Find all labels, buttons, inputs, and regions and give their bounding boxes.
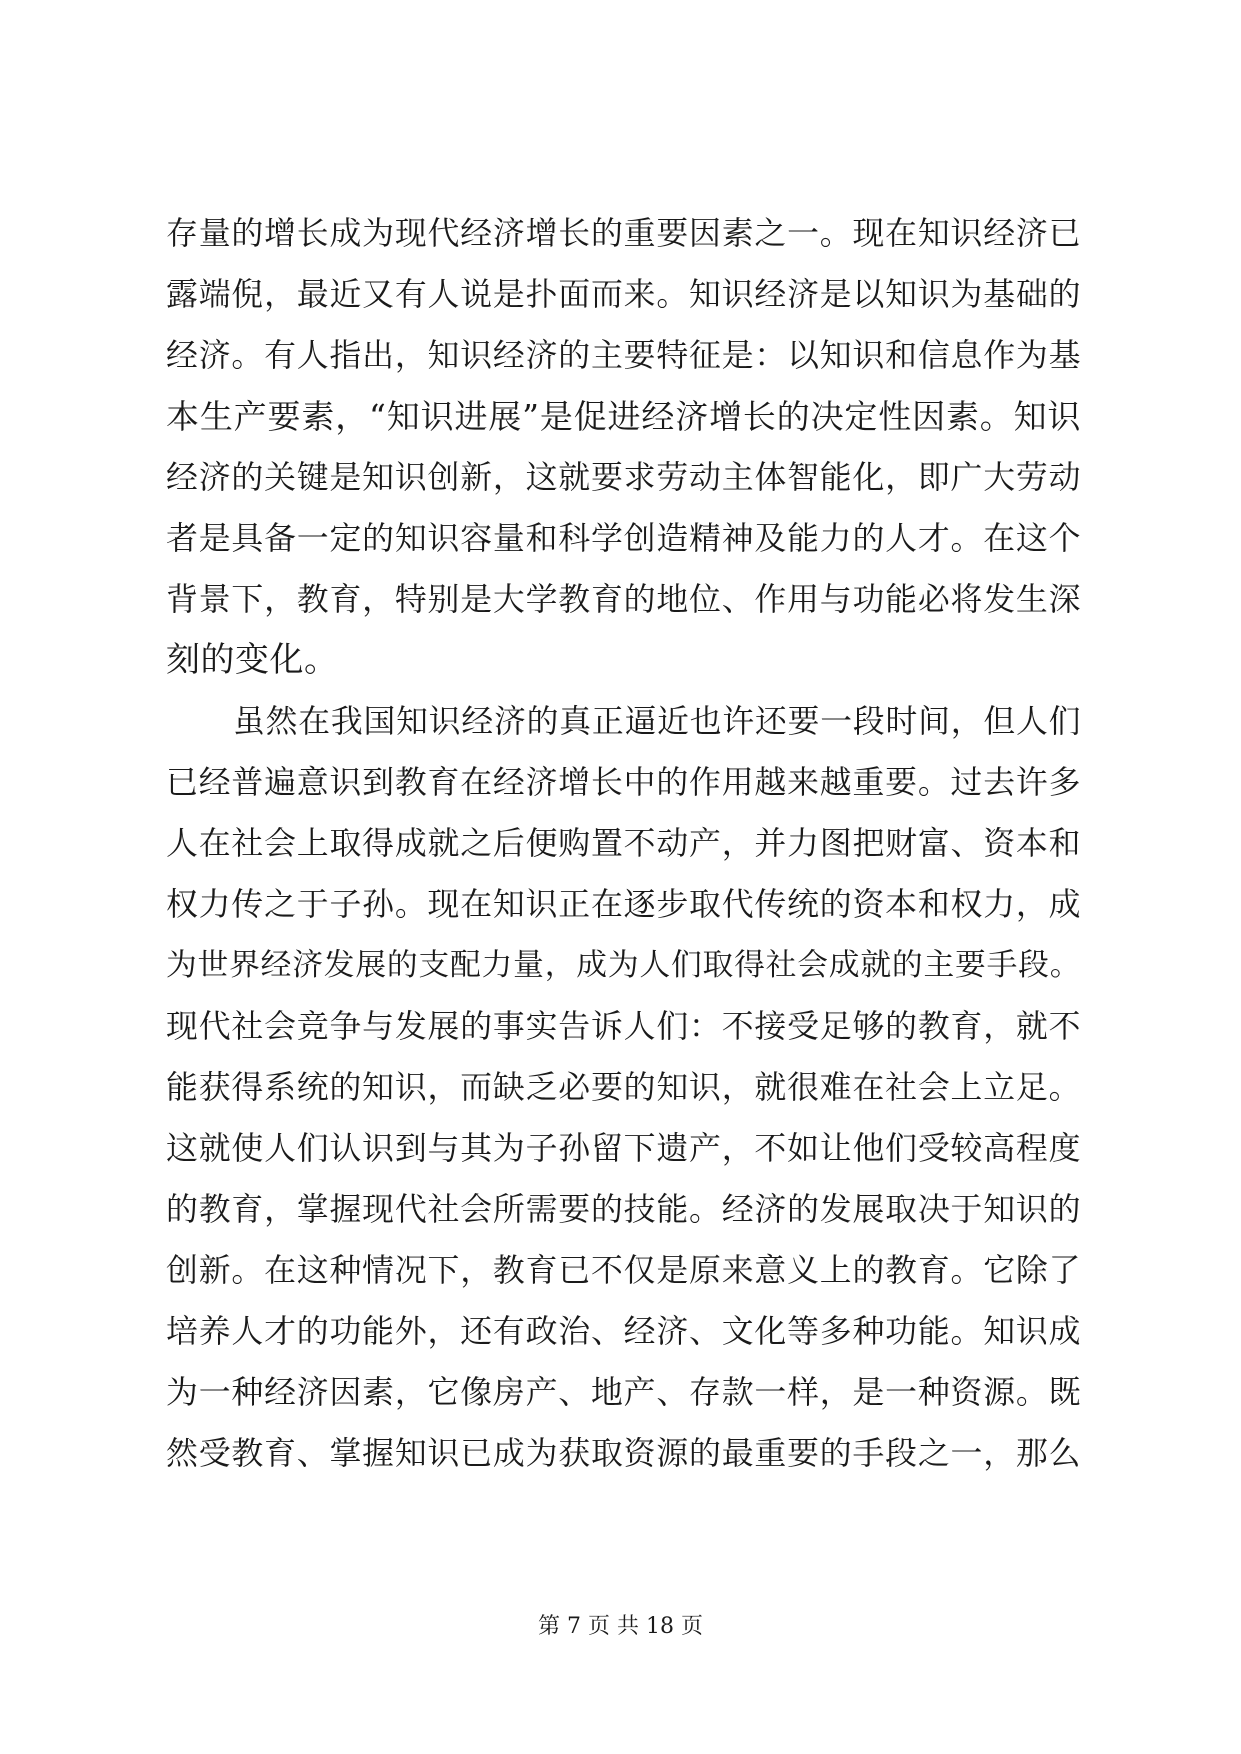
text-line: 者是具备一定的知识容量和科学创造精神及能力的人才。在这个 [166,519,1081,557]
text-line: 为一种经济因素，它像房产、地产、存款一样，是一种资源。既 [166,1373,1081,1411]
text-line: 的教育，掌握现代社会所需要的技能。经济的发展取决于知识的 [166,1190,1081,1228]
paragraph [166,203,1081,691]
text-line: 为世界经济发展的支配力量，成为人们取得社会成就的主要手段。 [166,947,1081,983]
text-line: 创新。在这种情况下，教育已不仅是原来意义上的教育。它除了 [166,1251,1081,1289]
text-line: 能获得系统的知识，而缺乏必要的知识，就很难在社会上立足。 [166,1068,1081,1106]
text-line: 本生产要素，“知识进展”是促进经济增长的决定性因素。知识 [166,397,1081,436]
text-line: 这就使人们认识到与其为子孙留下遗产，不如让他们受较高程度 [166,1129,1081,1167]
text-line: 现代社会竞争与发展的事实告诉人们：不接受足够的教育，就不 [166,1007,1081,1045]
text-line: 已经普遍意识到教育在经济增长中的作用越来越重要。过去许多 [166,763,1081,801]
text-line: 刻的变化。 [166,640,339,680]
text-line: 权力传之于子孙。现在知识正在逐步取代传统的资本和权力，成 [166,885,1081,923]
text-line: 经济。有人指出，知识经济的主要特征是：以知识和信息作为基 [166,336,1081,374]
text-line: 背景下，教育，特别是大学教育的地位、作用与功能必将发生深 [166,580,1081,618]
text-line: 经济的关键是知识创新，这就要求劳动主体智能化，即广大劳动 [166,458,1081,496]
text-line: 虽然在我国知识经济的真正逼近也许还要一段时间，但人们 [233,702,1081,740]
text-line: 存量的增长成为现代经济增长的重要因素之一。现在知识经济已 [166,214,1081,252]
text-line: 培养人才的功能外，还有政治、经济、文化等多种功能。知识成 [166,1312,1081,1350]
text-line: 露端倪，最近又有人说是扑面而来。知识经济是以知识为基础的 [166,275,1081,313]
text-line: 人在社会上取得成就之后便购置不动产，并力图把财富、资本和 [166,824,1081,862]
text-line: 然受教育、掌握知识已成为获取资源的最重要的手段之一，那么 [166,1434,1081,1472]
paragraph [166,691,1081,1484]
page-number-footer: 第 7 页 共 18 页 [538,1614,703,1639]
document-body [166,203,1081,1484]
